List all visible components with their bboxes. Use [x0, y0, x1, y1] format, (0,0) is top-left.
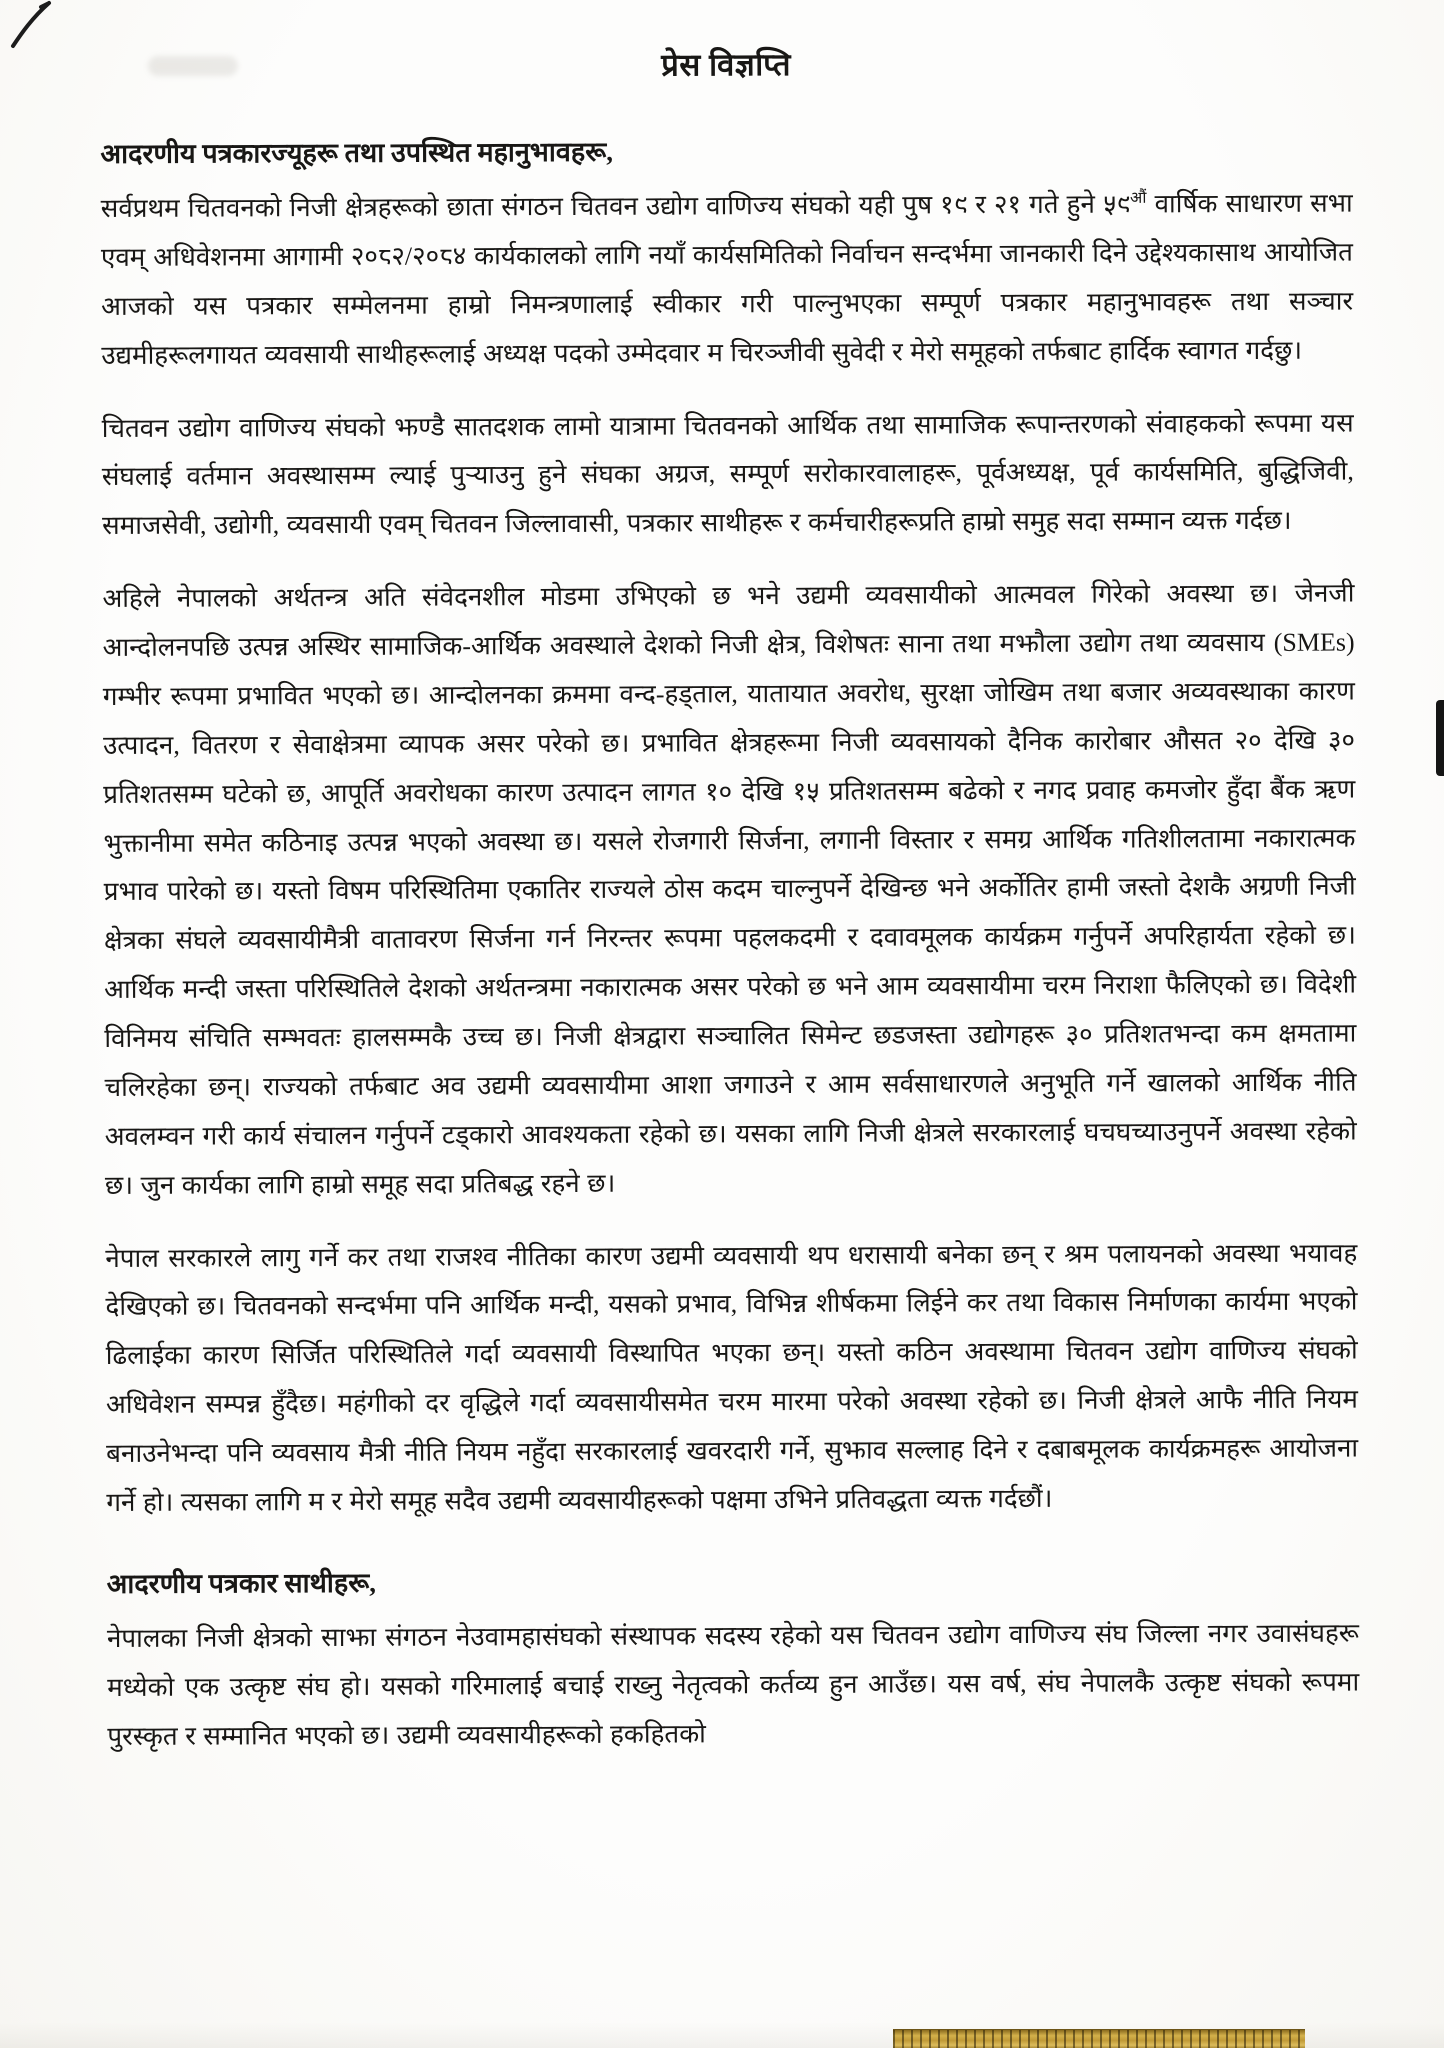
salutation-journalists: आदरणीय पत्रकारज्यूहरू तथा उपस्थित महानुभावहरू,	[100, 136, 614, 169]
scanner-edge-artifact	[1436, 700, 1444, 776]
paragraph-welcome-text-rest: वार्षिक साधारण सभा एवम् अधिवेशनमा आगामी २०८२/२०८४ कार्यकालको लागि नयाँ कार्यसमितिको निर्वाचन सन्दर्भमा जानकारी दिने उद्देश्यकासाथ आयोजित आजको यस पत्रकार सम्मेलनमा हाम्रो निमन्त्रणालाई स्वीकार गरी पाल्नुभएका सम्पूर्ण पत्रकार महानुभावहरू तथा सञ्चार उद्यमीहरूलगायत व्यवसायी साथीहरूलाई अध्यक्ष पदको उम्मेदवार म चिरञ्जीवी सुवेदी र मेरो समूहको तर्फबाट हार्दिक स्वागत गर्दछु।	[100, 188, 1354, 370]
document-body	[100, 41, 1360, 1786]
page-bottom-shadow	[0, 2022, 1444, 2048]
paragraph-federation: नेपालका निजी क्षेत्रको साझा संगठन नेउवामहासंघको संस्थापक सदस्य रहेको यस चितवन उद्योग वाणिज्य संघ जिल्ला नगर उवासंघहरू मध्येको एक उत्कृष्ट संघ हो। यसको गरिमालाई बचाई राख्नु नेतृत्वको कर्तव्य हुन आउँछ। यस वर्ष, संघ नेपालकै उत्कृष्ट संघको रूपमा पुरस्कृत र सम्मानित भएको छ। उद्यमी व्यवसायीहरूको हकहितको	[106, 1618, 1360, 1751]
paragraph-government-policy: नेपाल सरकारले लागु गर्ने कर तथा राजश्व नीतिका कारण उद्यमी व्यवसायी थप धरासायी बनेका छन् र श्रम पलायनको अवस्था भयावह देखिएको छ। चितवनको सन्दर्भमा पनि आर्थिक मन्दी, यसको प्रभाव, विभिन्न शीर्षकमा लिईने कर तथा विकास निर्माणका कार्यमा भएको ढिलाईका कारण सिर्जित परिस्थितिले गर्दा व्यवसायी विस्थापित भएका छन्। यस्तो कठिन अवस्थामा चितवन उद्योग वाणिज्य संघको अधिवेशन सम्पन्न हुँदैछ। महंगीको दर वृद्धिले गर्दा व्यवसायीसमेत चरम मारमा परेको अवस्था रहेको छ। निजी क्षेत्रले आफै नीति नियम बनाउनेभन्दा पनि व्यवसाय मैत्री नीति नियम नहुँदा सरकारलाई खवरदारी गर्ने, सुझाव सल्लाह दिने र दबाबमूलक कार्यक्रमहरू आयोजना गर्ने हो। त्यसका लागि म र मेरो समूह सदैव उद्यमी व्यवसायीहरूको पक्षमा उभिने प्रतिवद्धता व्यक्त गर्दछौं।	[105, 1238, 1359, 1517]
page-title: प्रेस विज्ञप्ति	[661, 46, 792, 83]
paragraph-economy: अहिले नेपालको अर्थतन्त्र अति संवेदनशील मोडमा उभिएको छ भने उद्यमी व्यवसायीको आत्मवल गिरेको अवस्था छ। जेनजी आन्दोलनपछि उत्पन्न अस्थिर सामाजिक-आर्थिक अवस्थाले देशको निजी क्षेत्र, विशेषतः साना तथा मझौला उद्योग तथा व्यवसाय (SMEs) गम्भीर रूपमा प्रभावित भएको छ। आन्दोलनका क्रममा वन्द-हड्ताल, यातायात अवरोध, सुरक्षा जोखिम तथा बजार अव्यवस्थाका कारण उत्पादन, वितरण र सेवाक्षेत्रमा व्यापक असर परेको छ। प्रभावित क्षेत्रहरूमा निजी व्यवसायको दैनिक कारोबार औसत २० देखि ३० प्रतिशतसम्म घटेको छ, आपूर्ति अवरोधका कारण उत्पादन लागत १० देखि १५ प्रतिशतसम्म बढेको र नगद प्रवाह कमजोर हुँदा बैंक ऋण भुक्तानीमा समेत कठिनाइ उत्पन्न भएको अवस्था छ। यसले रोजगारी सिर्जना, लगानी विस्तार र समग्र आर्थिक गतिशीलतामा नकारात्मक प्रभाव पारेको छ। यस्तो विषम परिस्थितिमा एकातिर राज्यले ठोस कदम चाल्नुपर्ने देखिन्छ भने अर्कोतिर हामी जस्तो देशकै अग्रणी निजी क्षेत्रका संघले व्यवसायीमैत्री वातावरण सिर्जना गर्न निरन्तर रूपमा पहलकदमी र दवावमूलक कार्यक्रम गर्नुपर्ने अपरिहार्यता रहेको छ। आर्थिक मन्दी जस्ता परिस्थितिले देशको अर्थतन्त्रमा नकारात्मक असर परेको छ भने आम व्यवसायीमा चरम निराशा फैलिएको छ। विदेशी विनिमय संचिति सम्भवतः हालसम्मकै उच्च छ। निजी क्षेत्रद्वारा सञ्चालित सिमेन्ट छडजस्ता उद्योगहरू ३० प्रतिशतभन्दा कम क्षमतामा चलिरहेका छन्। राज्यको तर्फबाट अव उद्यमी व्यवसायीमा आशा जगाउने र आम सर्वसाधारणले अनुभूति गर्ने खालको आर्थिक नीति अवलम्वन गरी कार्य संचालन गर्नुपर्ने टड्कारो आवश्यकता रहेको छ। यसका लागि निजी क्षेत्रले सरकारलाई घचघच्याउनुपर्ने अवस्था रहेको छ। जुन कार्यका लागि हाम्रो समूह सदा प्रतिबद्ध रहने छ।	[102, 578, 1357, 1200]
pen-scribble-icon	[8, 0, 60, 52]
ordinal-superscript: औं	[1129, 189, 1147, 207]
paragraph-welcome-text-start: सर्वप्रथम चितवनको निजी क्षेत्रहरूको छाता संगठन चितवन उद्योग वाणिज्य संघको यही पुष १९ र २१ गते हुने ५९	[100, 189, 1131, 223]
paragraph-welcome	[101, 180, 1354, 381]
salutation-press-friends: आदरणीय पत्रकार साथीहरू,	[106, 1567, 376, 1599]
paragraph-respect: चितवन उद्योग वाणिज्य संघको झण्डै सातदशक लामो यात्रामा चितवनको आर्थिक तथा सामाजिक रूपान्तरणको संवाहकको रूपमा यस संघलाई वर्तमान अवस्थासम्म ल्याई पुऱ्याउनु हुने संघका अग्रज, सम्पूर्ण सरोकारवालाहरू, पूर्वअध्यक्ष, पूर्व कार्यसमिति, बुद्धिजिवी, समाजसेवी, उद्योगी, व्यवसायी एवम् चितवन जिल्लावासी, पत्रकार साथीहरू र कर्मचारीहरूप्रति हाम्रो समुह सदा सम्मान व्यक्त गर्दछ।	[101, 408, 1354, 541]
